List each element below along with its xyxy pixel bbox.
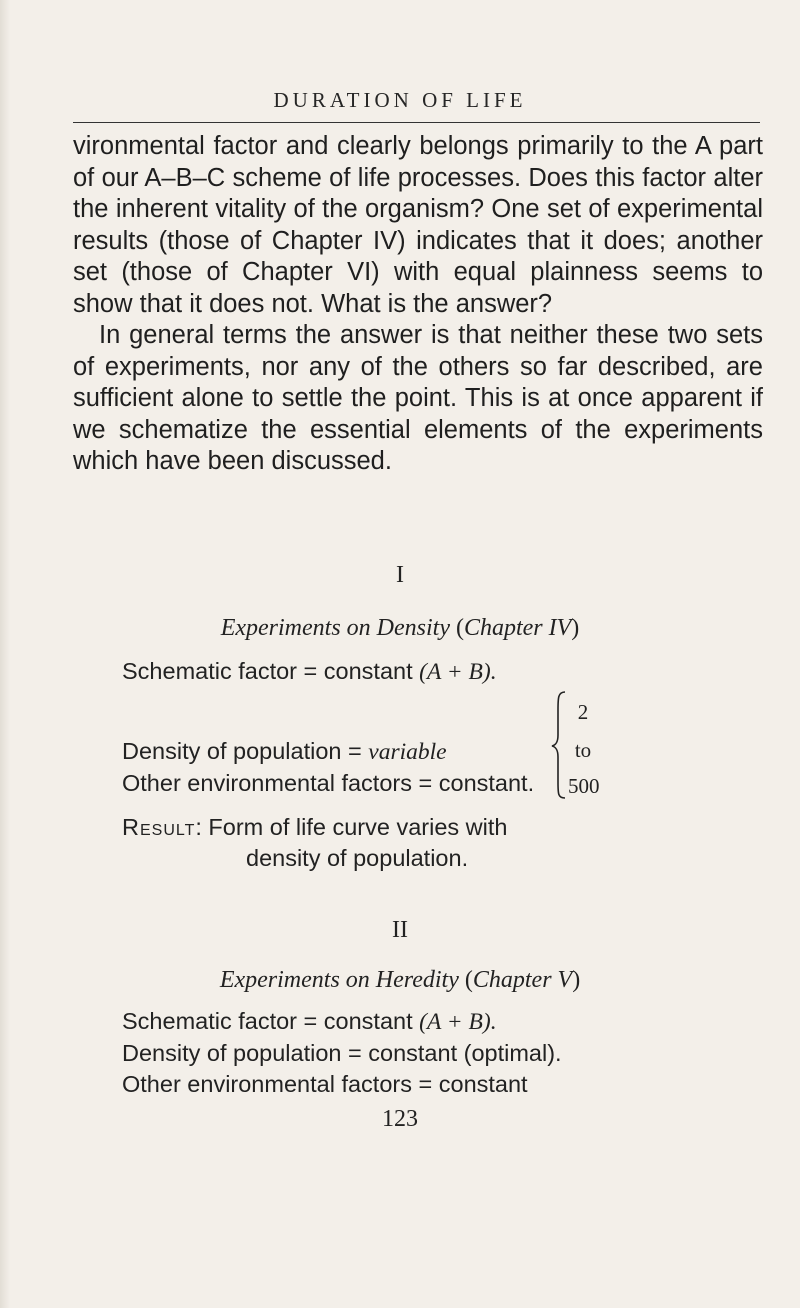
result-text-line-2: density of population. [246, 845, 469, 871]
body-text [73, 131, 763, 478]
section-2-density-line: Density of population = constant (optimal). [122, 1040, 562, 1066]
section-1-density-italic: variable [368, 739, 447, 765]
paragraph-2: In general terms the answer is that neither these two sets of experiments, nor any of the others so far described, are sufficient alone to settle the point. This is at once apparent if we schematize the essential elements of the experiments which have been discussed. [73, 321, 763, 475]
section-2-schematic-formula: (A + B). [419, 1009, 497, 1035]
density-value-max: 500 [568, 774, 600, 798]
section-2-numeral: II [392, 917, 408, 943]
section-1-result [122, 812, 642, 874]
section-1-title-italic: Experiments on Density [220, 615, 450, 641]
curly-brace-icon [550, 690, 568, 800]
page-number: 123 [382, 1106, 418, 1132]
paragraph-1: vironmental factor and clearly belongs primarily to the A part of our A–B–C scheme of life processes. Does this factor alter the inherent vitality of the organism? One set of experimental results (those of Chapter IV) indicates that it does; another set (those of Chapter VI) with equal plainness seems to show that it does not. What is the answer? [73, 132, 763, 318]
section-1-title-chapter: Chapter IV [463, 615, 572, 641]
running-head: DURATION OF LIFE [273, 88, 527, 112]
result-text-line-1: : Form of life curve varies with [195, 814, 508, 840]
section-1-other-factors: Other environmental factors = constant. [122, 770, 535, 796]
section-2-other-factors: Other environmental factors = constant [122, 1071, 528, 1097]
density-value-min: 2 [577, 700, 589, 724]
section-1-schematic-formula: (A + B). [419, 659, 497, 685]
section-1-density-line [122, 738, 447, 766]
section-2-title-italic: Experiments on Heredity [219, 967, 459, 993]
section-1-schematic-line [122, 658, 497, 686]
section-1-schematic-label: Schematic factor = constant [122, 658, 413, 684]
section-1-density-label: Density of population = [122, 738, 369, 764]
section-1-numeral: I [396, 562, 404, 588]
section-2-schematic-label: Schematic factor = constant [122, 1008, 413, 1034]
section-1-title: Experiments on Density (Chapter IV) [220, 615, 580, 641]
header-rule [73, 122, 760, 123]
section-2-title-chapter: Chapter V [472, 967, 573, 993]
density-value-to: to [574, 738, 592, 762]
result-label: Result [122, 814, 196, 840]
section-2-title: Experiments on Heredity (Chapter V) [219, 967, 581, 993]
section-2-schematic-line [122, 1008, 497, 1036]
